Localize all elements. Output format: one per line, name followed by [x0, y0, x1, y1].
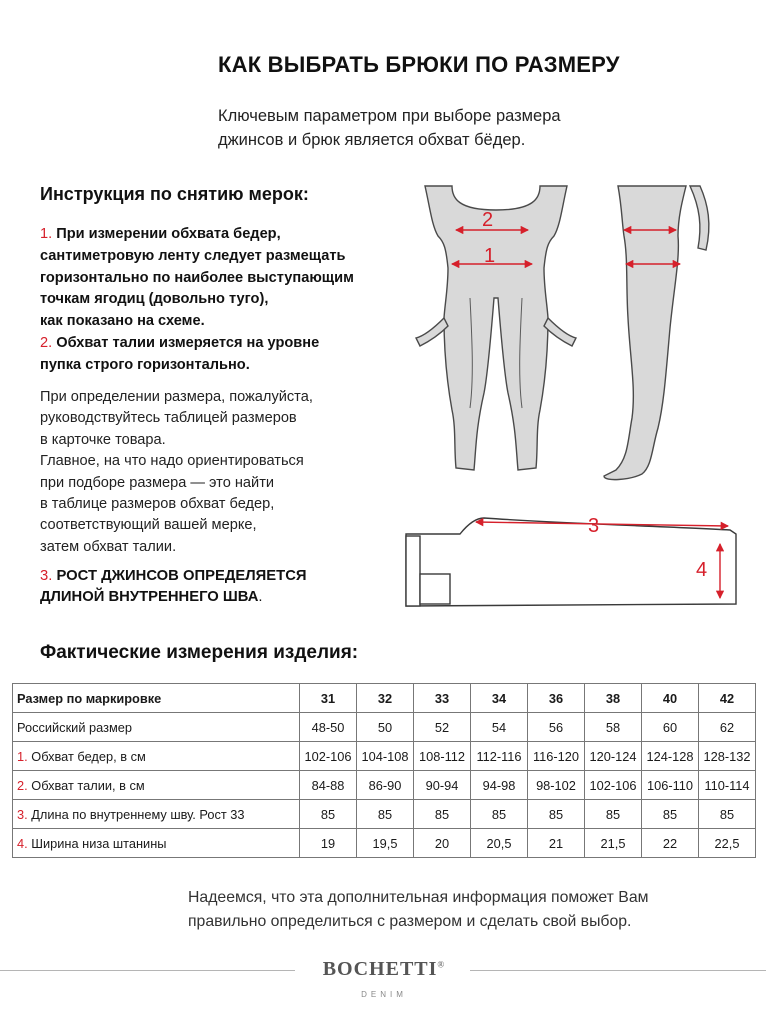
paragraph-line: в таблице размеров обхват бедер,	[40, 496, 275, 513]
lead-text	[218, 104, 561, 152]
table-cell: 90-94	[414, 771, 471, 800]
instructions-list	[40, 224, 354, 377]
instruction-text: Обхват талии измеряется на уровне	[56, 334, 320, 351]
table-cell: 22,5	[699, 829, 756, 858]
table-cell: 106-110	[642, 771, 699, 800]
table-cell: 60	[642, 713, 699, 742]
header-cell: 38	[585, 684, 642, 713]
table-cell: 120-124	[585, 742, 642, 771]
label-2: 2	[482, 209, 494, 231]
table-cell: 86-90	[357, 771, 414, 800]
table-cell: 84-88	[300, 771, 357, 800]
table-cell: 56	[528, 713, 585, 742]
table-cell: 85	[471, 800, 528, 829]
table-cell: 52	[414, 713, 471, 742]
actual-measurements-heading: Фактические измерения изделия:	[40, 642, 359, 663]
table-cell: 85	[585, 800, 642, 829]
instructions-heading: Инструкция по снятию мерок:	[40, 184, 309, 204]
inseam-note-number: 3.	[40, 568, 53, 584]
table-cell: 19	[300, 829, 357, 858]
table-cell: 85	[642, 800, 699, 829]
table-cell: 102-106	[300, 742, 357, 771]
header-cell: 31	[300, 684, 357, 713]
label-3: 3	[588, 515, 600, 537]
instruction-line: как показано на схеме.	[40, 313, 205, 330]
table-row	[13, 742, 756, 771]
table-row	[13, 829, 756, 858]
table-cell: 20,5	[471, 829, 528, 858]
paragraph-line: при подборе размера — это найти	[40, 474, 275, 491]
row-number: 3.	[17, 806, 28, 822]
footer-line: Надеемся, что эта дополнительная информация поможет Вам	[188, 889, 649, 906]
table-cell: 48-50	[300, 713, 357, 742]
table-cell: 54	[471, 713, 528, 742]
paragraph-line: соответствующий вашей мерке,	[40, 517, 257, 534]
instruction-line	[40, 224, 354, 246]
folded-jeans-figure	[406, 518, 736, 606]
row-label-text: Обхват бедер, в см	[31, 748, 146, 764]
header-cell: 42	[699, 684, 756, 713]
table-cell: 128-132	[699, 742, 756, 771]
instruction-line: пупка строго горизонтально.	[40, 356, 250, 373]
header-cell: 36	[528, 684, 585, 713]
footer-line: правильно определиться с размером и сделать свой выбор.	[188, 913, 632, 930]
brand-logo	[302, 958, 466, 981]
lead-line: Ключевым параметром при выборе размера	[218, 107, 561, 125]
inseam-note-text: РОСТ ДЖИНСОВ ОПРЕДЕЛЯЕТСЯ	[56, 568, 307, 584]
header-cell: 34	[471, 684, 528, 713]
row-number: 4.	[17, 835, 28, 851]
paragraph-line: руководствуйтесь таблицей размеров	[40, 410, 297, 427]
row-number: 2.	[17, 777, 28, 793]
row-label-text: Ширина низа штанины	[31, 835, 167, 851]
row-label	[13, 829, 300, 858]
table-cell: 94-98	[471, 771, 528, 800]
header-label: Размер по маркировке	[13, 684, 300, 713]
table-row	[13, 800, 756, 829]
size-guidance-paragraph	[40, 387, 313, 558]
table-cell: 104-108	[357, 742, 414, 771]
table-cell: 20	[414, 829, 471, 858]
row-label	[13, 800, 300, 829]
inseam-note	[40, 566, 307, 608]
paragraph-line: При определении размера, пожалуйста,	[40, 389, 313, 405]
header-cell: 40	[642, 684, 699, 713]
instruction-number: 2.	[40, 334, 53, 351]
row-label-text: Длина по внутреннему шву. Рост 33	[31, 806, 245, 822]
registered-mark: ®	[437, 959, 446, 970]
instruction-line: точкам ягодиц (довольно туго),	[40, 291, 269, 308]
inseam-note-text: ДЛИНОЙ ВНУТРЕННЕГО ШВА	[40, 589, 259, 605]
instruction-text: При измерении обхвата бедер,	[56, 226, 281, 242]
page-title: КАК ВЫБРАТЬ БРЮКИ ПО РАЗМЕРУ	[218, 52, 620, 77]
brand-name: BOCHETTI	[322, 958, 438, 980]
table-cell: 22	[642, 829, 699, 858]
front-body-figure	[416, 186, 576, 470]
paragraph-line: в карточке товара.	[40, 431, 166, 448]
inseam-note-period: .	[258, 589, 263, 605]
table-cell: 85	[528, 800, 585, 829]
instruction-line	[40, 333, 354, 355]
table-cell: 124-128	[642, 742, 699, 771]
table-cell: 58	[585, 713, 642, 742]
instruction-line: горизонтально по наиболее выступающим	[40, 269, 354, 286]
table-cell: 110-114	[699, 771, 756, 800]
table-cell: 108-112	[414, 742, 471, 771]
table-cell: 85	[300, 800, 357, 829]
divider-left	[0, 970, 295, 971]
table-cell: 50	[357, 713, 414, 742]
table-header-row	[13, 684, 756, 713]
label-1: 1	[484, 245, 496, 267]
row-label	[13, 771, 300, 800]
table-row	[13, 713, 756, 742]
brand-subline: DENIM	[361, 990, 407, 999]
table-row	[13, 771, 756, 800]
inseam-note-line	[40, 587, 307, 608]
row-label: Российский размер	[13, 713, 300, 742]
table-cell: 85	[357, 800, 414, 829]
table-cell: 21	[528, 829, 585, 858]
table-cell: 85	[414, 800, 471, 829]
divider-right	[470, 970, 766, 971]
paragraph-line: затем обхват талии.	[40, 538, 177, 555]
paragraph-line: Главное, на что надо ориентироваться	[40, 453, 304, 470]
instruction-line: сантиметровую ленту следует размещать	[40, 247, 346, 264]
size-table	[12, 683, 756, 858]
table-cell: 85	[699, 800, 756, 829]
row-label	[13, 742, 300, 771]
lead-line: джинсов и брюк является обхват бёдер.	[218, 131, 526, 149]
table-cell: 19,5	[357, 829, 414, 858]
table-cell: 112-116	[471, 742, 528, 771]
table-cell: 102-106	[585, 771, 642, 800]
row-label-text: Обхват талии, в см	[31, 777, 145, 793]
table-cell: 116-120	[528, 742, 585, 771]
label-4: 4	[696, 559, 708, 581]
table-cell: 62	[699, 713, 756, 742]
footer-note	[188, 886, 648, 934]
header-cell: 32	[357, 684, 414, 713]
row-number: 1.	[17, 748, 28, 764]
measurement-diagram	[390, 178, 760, 618]
table-cell: 98-102	[528, 771, 585, 800]
table-cell: 21,5	[585, 829, 642, 858]
header-cell: 33	[414, 684, 471, 713]
instruction-number: 1.	[40, 226, 53, 242]
inseam-note-line	[40, 566, 307, 587]
